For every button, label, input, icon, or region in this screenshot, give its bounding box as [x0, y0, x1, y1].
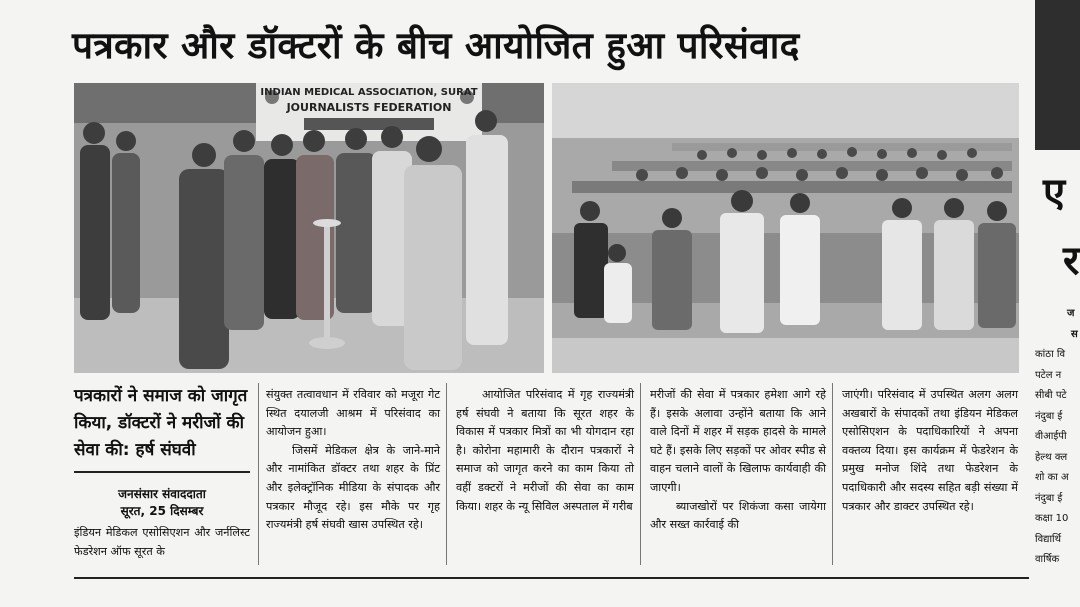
adjacent-text-line: सीबी पटे — [1035, 390, 1067, 401]
column-divider — [832, 383, 833, 565]
subhead-divider — [74, 471, 250, 473]
article-paragraph: जाएंगी। परिसंवाद में उपस्थित अलग अलग अखबारों के संपादकों तथा इंडियन मेडिकल एसोसिएशन के पदाधिकारियों ने अपना वक्तव्य दिया। इस कार्यक्रम में फेडरेशन के प्रमुख मनोज शिंदे तथा फेडरेशन के पदाधिकारी और सदस्य सहित बड़ी संख्या में पत्रकार और डाक्टर उपस्थित रहे। — [842, 388, 1018, 513]
article-paragraph: मरीजों की सेवा में पत्रकार हमेशा आगे रहे हैं। इसके अलावा उन्होंने बताया कि आने वाले दिनों में शहर में सड़क हादसे के मामले घटे हैं। इसके लिए सड़कों पर ओवर स्पीड से वाहन चलाने वालों के खिलाफ कार्यवाही की जाएगी। — [650, 388, 826, 494]
banner-line-1: INDIAN MEDICAL ASSOCIATION, SURAT — [260, 87, 478, 98]
adjacent-text-line: स — [1071, 328, 1078, 340]
column-divider — [446, 383, 447, 565]
sub-headline: पत्रकारों ने समाज को जागृत किया, डॉक्टरों ने मरीजों की सेवा की: हर्ष संघवी — [74, 386, 248, 460]
adjacent-text-line: विद्यार्थि — [1035, 533, 1062, 545]
adjacent-text-line: ज — [1067, 308, 1075, 319]
bottom-rule — [74, 577, 1029, 579]
byline-dateline: सूरत, 25 दिसम्बर — [120, 504, 204, 518]
article-paragraph: जिसमें मेडिकल क्षेत्र के जाने-माने और नामांकित डॉक्टर तथा शहर के प्रिंट और इलेक्ट्रॉनिक मीडिया के संपादक और पत्रकार मौजूद रहे। इस मौके पर गृह राज्यमंत्री हर्ष संघवी खास उपस्थित रहे। — [266, 443, 440, 532]
article-paragraph: संयुक्त तत्वावधान में रविवार को मजूरा गेट स्थित दयालजी आश्रम में परिसंवाद का आयोजन हुआ। — [266, 388, 440, 439]
column-divider — [258, 383, 259, 565]
photo-audience-graphic — [552, 83, 1019, 373]
byline — [74, 486, 250, 520]
article-column-2 — [266, 386, 440, 535]
photo-audience — [552, 83, 1019, 373]
adjacent-photo — [1035, 0, 1080, 150]
headline: पत्रकार और डॉक्टरों के बीच आयोजित हुआ परिसंवाद — [72, 24, 800, 67]
article-column-3 — [456, 386, 634, 516]
article-column-5 — [842, 386, 1018, 516]
photo-lamp-lighting — [74, 83, 544, 373]
article-paragraph: ब्याजखोरों पर शिकंजा कसा जायेगा और सख्त कार्रवाई की — [650, 499, 826, 532]
adjacent-text-line: कक्षा 10 — [1035, 513, 1069, 524]
adjacent-text — [1035, 304, 1080, 571]
adjacent-text-line: वीआईपी — [1035, 431, 1067, 442]
adjacent-text-line: हेल्थ क्ल — [1035, 451, 1068, 463]
article-column-1 — [74, 524, 250, 561]
byline-author: जनसंसार संवाददाता — [118, 487, 206, 501]
adjacent-text-line: नंदुबा ई — [1035, 410, 1063, 422]
article-paragraph: इंडियन मेडिकल एसोसिएशन और जर्नलिस्ट फेडरेशन ऑफ सूरत के — [74, 526, 250, 558]
article-paragraph: आयोजित परिसंवाद में गृह राज्यमंत्री हर्ष संघवी ने बताया कि सूरत शहर के विकास में पत्रकार मित्रों का भी योगदान रहा है। कोरोना महामारी के दौरान पत्रकारों ने समाज को जागृत करने का काम किया तो वहीं डक्टरों ने मरीजों की सेवा का काम किया। शहर के न्यू सिविल अस्पताल में गरीब — [456, 388, 634, 513]
adjacent-text-line: कांठा वि — [1035, 349, 1065, 360]
adjacent-text-line: वार्षिक — [1035, 554, 1060, 565]
article-column-4 — [650, 386, 826, 535]
adjacent-article-strip — [1033, 0, 1080, 607]
banner-line-2: JOURNALISTS FEDERATION — [286, 101, 452, 114]
adjacent-text-line: नंदुबा ई — [1035, 492, 1063, 504]
adjacent-headline-letter: ए — [1043, 170, 1066, 216]
photo-lamp-lighting-graphic — [74, 83, 544, 373]
adjacent-headline-letter: र — [1063, 238, 1080, 284]
column-divider — [640, 383, 641, 565]
adjacent-text-line: शो का अ — [1035, 472, 1069, 483]
adjacent-text-line: पटेल न — [1035, 369, 1062, 381]
